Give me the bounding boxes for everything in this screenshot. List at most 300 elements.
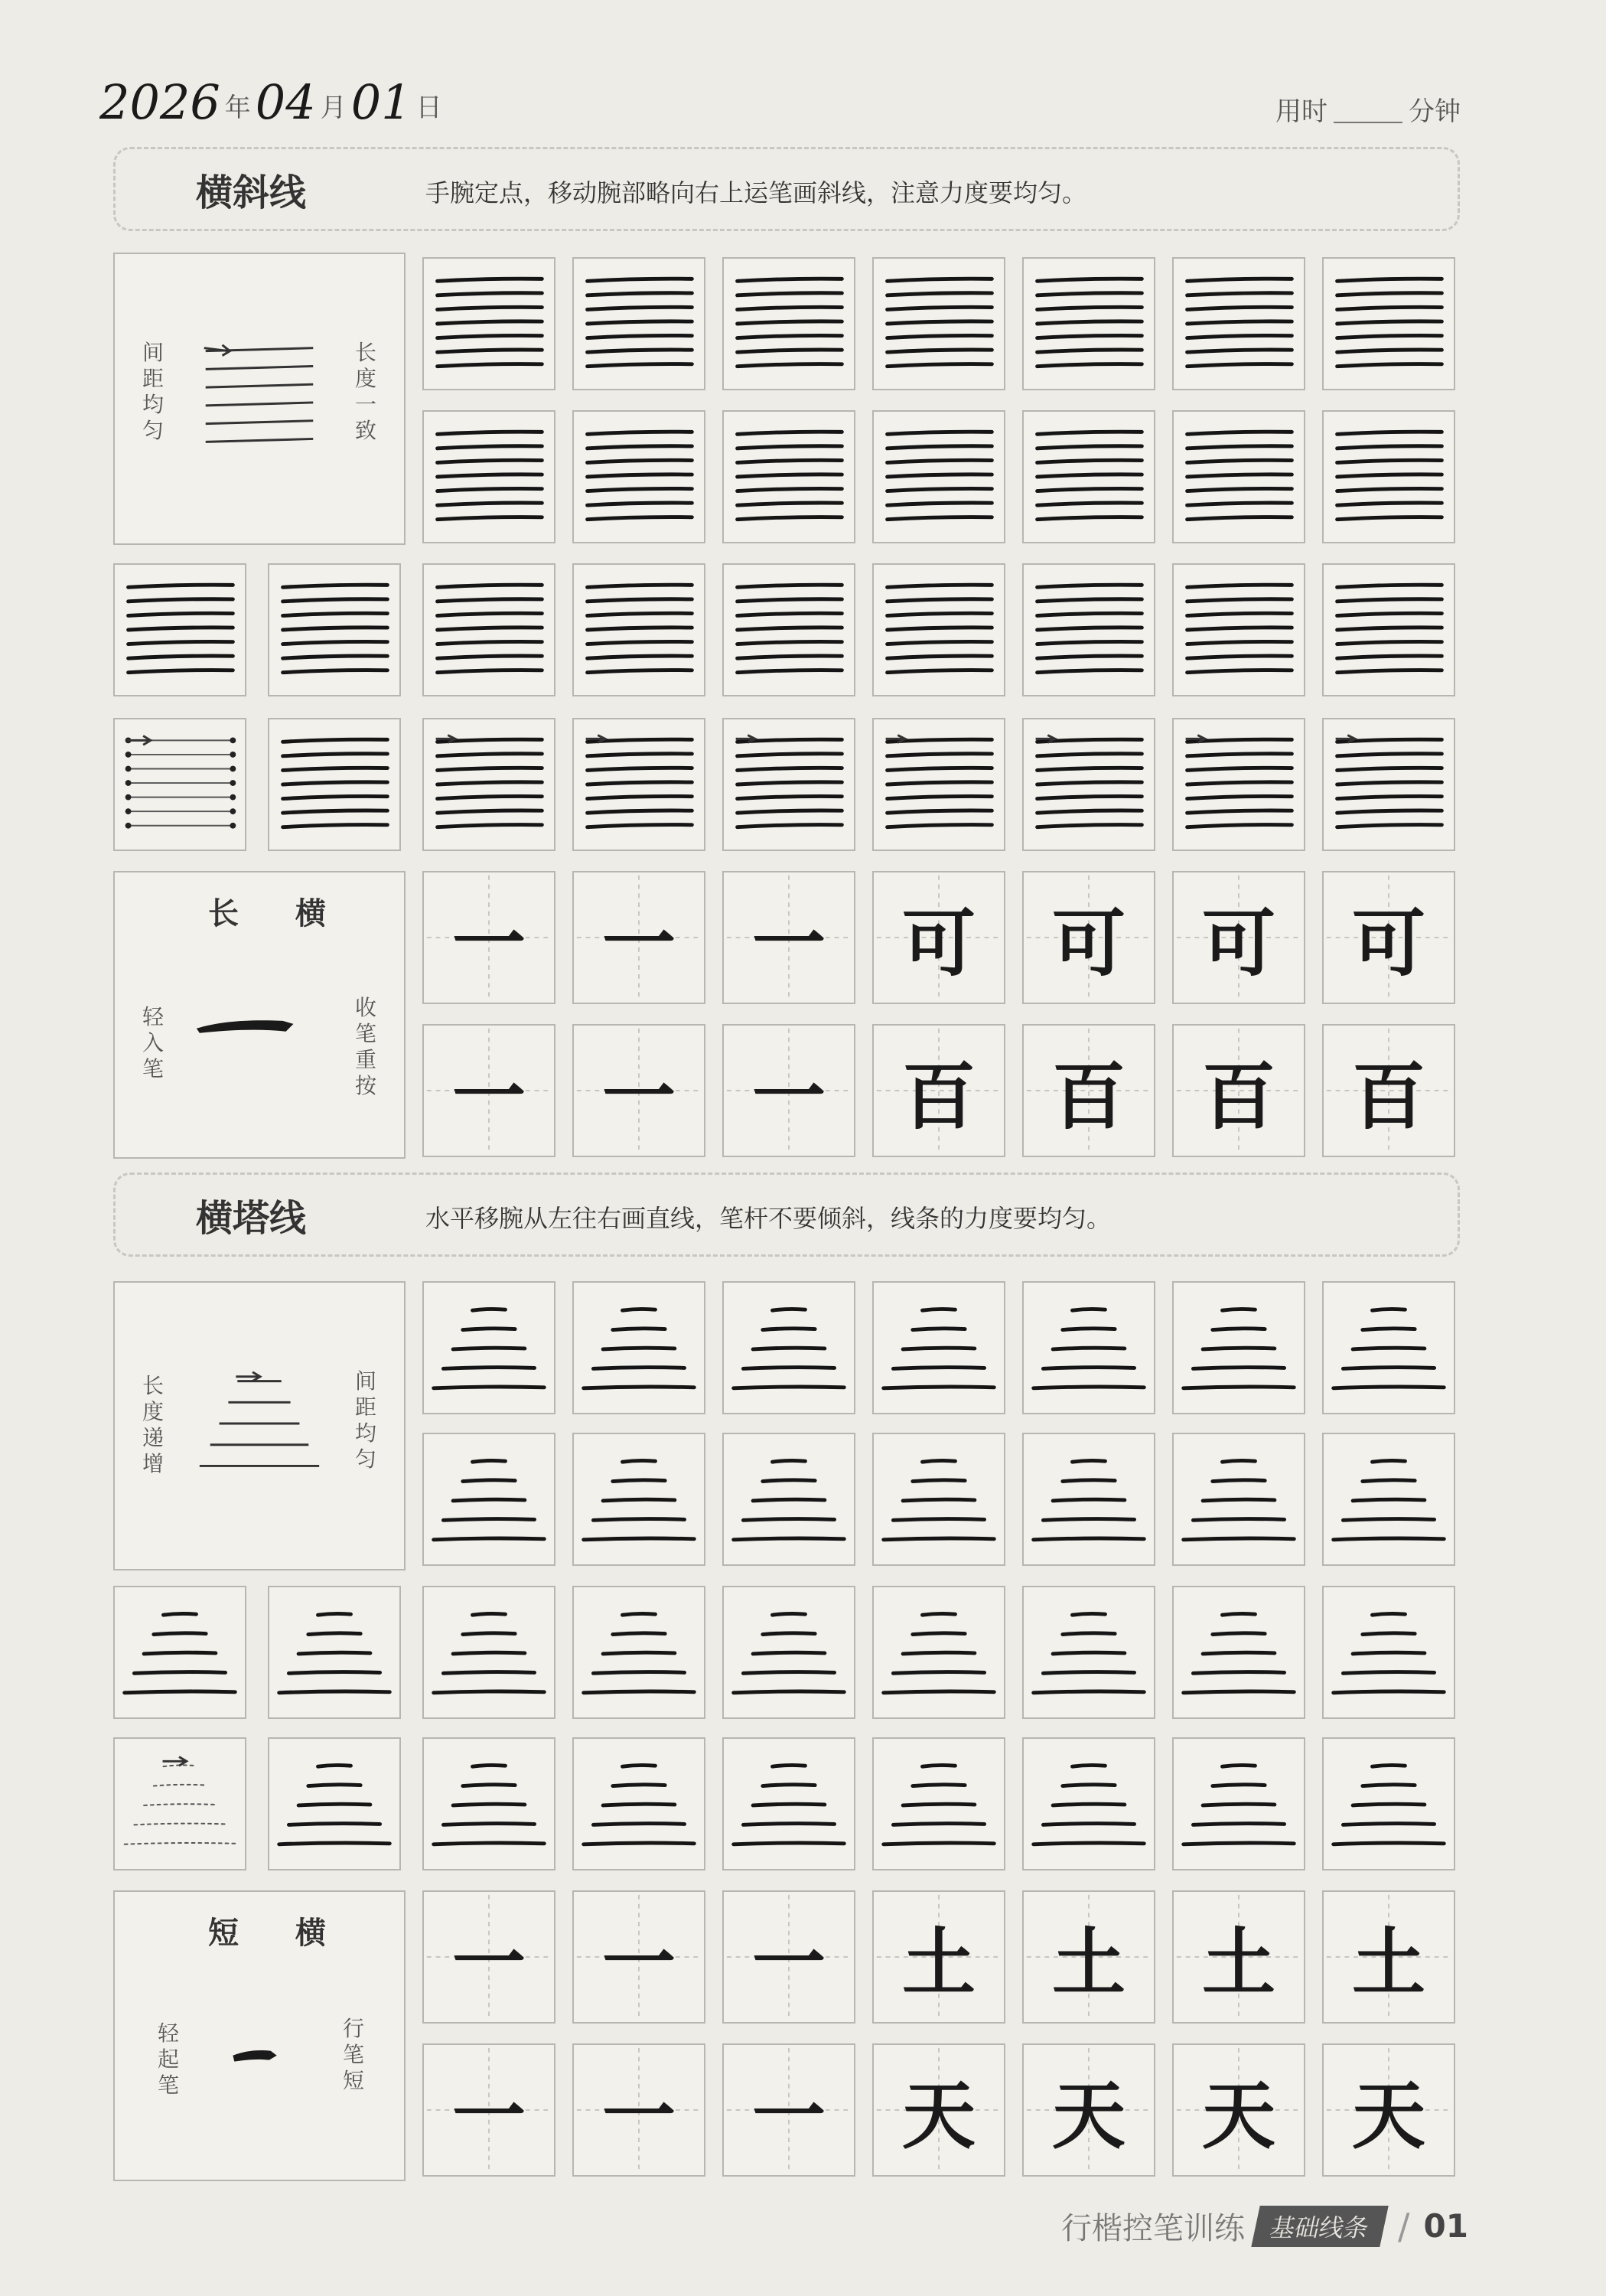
character-cell [1022,871,1155,1004]
practice-line [763,1480,815,1482]
practice-character: 天 [1202,2072,1275,2159]
cell-strokes [269,565,399,695]
guide-dot [230,808,236,814]
practice-line [738,656,842,658]
practice-line [1187,364,1292,367]
practice-line [888,585,992,587]
practice-line [1213,1633,1265,1635]
practice-line [438,293,542,295]
practice-line [1337,585,1442,587]
practice-line [613,1633,665,1635]
practice-line [763,1329,815,1330]
practice-line [1034,1387,1145,1388]
practice-line [588,628,692,630]
practice-line [1038,656,1142,658]
practice-line [888,810,992,813]
cell-strokes [574,1587,704,1717]
cell-strokes [1174,1739,1304,1869]
practice-line [283,754,388,756]
practice-cell [422,1281,555,1414]
practice-cell [1322,1586,1455,1719]
character-cell [1322,1024,1455,1157]
practice-line [1373,1765,1406,1766]
practice-cell [1022,718,1155,851]
stroke-right-label-2: 行笔短 [342,2016,364,2093]
practice-line [888,503,992,505]
practice-line [888,488,992,491]
practice-line [738,796,842,798]
practice-line [129,641,233,644]
practice-line [134,1672,225,1674]
practice-line [903,1348,975,1349]
practice-line [1337,656,1442,658]
cell-strokes [1324,412,1454,542]
day-label: 日 [415,93,442,123]
character-cell [1172,871,1305,1004]
practice-cell [1172,257,1305,390]
guide-dot [230,780,236,786]
practice-line [1337,279,1442,281]
practice-line [738,613,842,615]
practice-cell [1172,718,1305,851]
practice-line [1187,825,1292,827]
practice-cell [872,1586,1005,1719]
practice-line [903,1652,975,1654]
practice-line [1363,1785,1415,1786]
practice-character: 一 [452,1052,526,1140]
practice-line [283,825,388,827]
practice-line [1223,1613,1256,1615]
practice-line [588,656,692,658]
cell-strokes [115,1739,245,1869]
practice-cell [872,563,1005,696]
practice-line [443,1519,534,1521]
practice-line [603,1348,675,1349]
practice-line [1187,613,1292,615]
practice-cell [872,1281,1005,1414]
practice-line [1187,628,1292,630]
practice-line [283,628,388,630]
guide-dot [125,780,132,786]
practice-line [588,293,692,295]
practice-line [584,1387,695,1388]
character-cell [1322,1890,1455,2024]
practice-line [588,613,692,615]
practice-character: 一 [602,2072,676,2159]
practice-line [888,670,992,673]
character-cell [572,2043,705,2177]
practice-line [588,432,692,434]
practice-line [884,1843,995,1844]
practice-cell [1172,1433,1305,1566]
character-cell [1172,2043,1305,2177]
practice-line [283,670,388,673]
cell-strokes [424,259,554,389]
practice-line [738,488,842,491]
practice-line [1038,517,1142,520]
practice-line [893,1368,984,1369]
practice-line [1343,1824,1434,1825]
practice-line [1063,1480,1115,1482]
practice-line [1223,1765,1256,1766]
section-banner-2 [113,1172,1460,1257]
practice-line [888,825,992,827]
practice-line [1337,782,1442,784]
character-cell [422,1890,555,2024]
time-label: 用时 [1275,96,1327,127]
practice-line [129,628,233,630]
practice-line [593,1519,684,1521]
practice-line [438,488,542,491]
practice-cell [1172,563,1305,696]
practice-line [888,279,992,281]
practice-line [438,446,542,448]
demo-right-label-2: 间距均匀 [354,1368,376,1472]
practice-line [888,517,992,520]
practice-line [1337,460,1442,462]
practice-line [588,754,692,756]
practice-line [1043,1519,1134,1521]
practice-line [1337,335,1442,338]
practice-line [588,446,692,448]
character-cell [872,871,1005,1004]
practice-line [1187,475,1292,477]
practice-line [773,1613,806,1615]
character-cell [872,1890,1005,2024]
practice-cell [268,563,401,696]
practice-line [154,1633,206,1635]
practice-cell [872,1433,1005,1566]
practice-line [588,321,692,324]
practice-cell [722,563,855,696]
practice-line [738,460,842,462]
practice-line [1187,810,1292,813]
footer-separator: / [1398,2205,1410,2247]
practice-cell [722,1737,855,1870]
practice-cell [722,1586,855,1719]
practice-line [734,1387,845,1388]
practice-line [773,1460,806,1462]
cell-strokes [1324,1434,1454,1564]
practice-line [738,599,842,602]
practice-line [1187,670,1292,673]
practice-line [738,628,842,630]
practice-line [588,503,692,505]
practice-line [1223,1460,1256,1462]
practice-cell [872,718,1005,851]
practice-line [603,1499,675,1501]
practice-line [1038,488,1142,491]
practice-line [1073,1309,1106,1310]
practice-cell [1172,1586,1305,1719]
practice-character: 天 [1352,2072,1425,2159]
practice-line [1043,1824,1134,1825]
practice-cell [422,718,555,851]
practice-line [453,1499,525,1501]
cell-strokes [1324,1739,1454,1869]
practice-line [588,350,692,352]
practice-cell [268,718,401,851]
cell-strokes [115,565,245,695]
cell-strokes [574,1434,704,1564]
practice-line [743,1672,834,1674]
practice-cell [1322,1433,1455,1566]
practice-line [588,307,692,309]
character-cell [722,2043,855,2177]
practice-cell [872,410,1005,543]
practice-line [1334,1691,1445,1693]
guide-cell [113,718,246,851]
practice-line [1337,488,1442,491]
practice-line [593,1672,684,1674]
practice-line [438,796,542,798]
practice-line [438,517,542,520]
practice-line [588,475,692,477]
practice-line [888,307,992,309]
character-cell [1172,1024,1305,1157]
practice-character: 土 [902,1919,976,2006]
demo-box-slant [113,253,406,545]
practice-character: 百 [1202,1052,1275,1140]
cell-strokes [269,1739,399,1869]
practice-line [298,1652,370,1654]
practice-line [884,1538,995,1540]
practice-line [888,754,992,756]
practice-line [888,321,992,324]
practice-line [1337,475,1442,477]
practice-line [1334,1538,1445,1540]
cell-strokes [574,1283,704,1413]
practice-character: 土 [1352,1919,1425,2006]
practice-line [1187,293,1292,295]
practice-line [1187,754,1292,756]
character-cell [872,2043,1005,2177]
practice-line [1363,1329,1415,1330]
practice-line [1184,1538,1295,1540]
practice-line [1187,350,1292,352]
practice-line [283,739,388,742]
practice-line [1038,321,1142,324]
practice-line [1187,517,1292,520]
cell-strokes [1324,1283,1454,1413]
practice-line [584,1538,695,1540]
practice-line [738,475,842,477]
practice-line [434,1691,545,1693]
cell-strokes [269,719,399,850]
practice-character: 可 [1052,899,1126,987]
practice-cell [1172,1737,1305,1870]
practice-character: 一 [752,2072,826,2159]
practice-line [734,1538,845,1540]
practice-line [753,1348,825,1349]
cell-strokes [115,1587,245,1717]
practice-line [1038,585,1142,587]
practice-line [1063,1633,1115,1635]
guide-dot [230,766,236,772]
practice-line [738,321,842,324]
practice-line [438,279,542,281]
practice-line [738,364,842,367]
practice-line [913,1785,965,1786]
cell-strokes [874,565,1004,695]
practice-line [1043,1672,1134,1674]
cell-strokes [724,719,854,850]
guide-dot [230,752,236,758]
practice-line [1187,599,1292,602]
practice-line [1203,1804,1275,1805]
practice-line [763,1785,815,1786]
practice-line [283,782,388,784]
practice-line [888,446,992,448]
practice-line [584,1843,695,1844]
practice-line [1187,656,1292,658]
demo-left-label-1: 间距均匀 [142,340,164,443]
cell-strokes [874,1739,1004,1869]
practice-line [738,825,842,827]
practice-cell [872,257,1005,390]
practice-line [738,641,842,644]
practice-line [473,1765,506,1766]
practice-line [888,613,992,615]
practice-line [588,599,692,602]
cell-strokes [724,565,854,695]
practice-line [1038,810,1142,813]
cell-strokes [1324,259,1454,389]
practice-character: 一 [452,2072,526,2159]
character-cell [1322,871,1455,1004]
practice-line [588,335,692,338]
practice-line [129,585,233,587]
practice-character: 天 [902,2072,976,2159]
section-instruction-2: 水平移腕从左往右画直线，笔杆不要倾斜，线条的力度要均匀。 [425,1204,1112,1233]
practice-line [1203,1348,1275,1349]
cell-strokes [1174,719,1304,850]
practice-cell [572,1281,705,1414]
practice-line [734,1843,845,1844]
practice-line [1038,754,1142,756]
practice-line [753,1804,825,1805]
practice-line [773,1309,806,1310]
practice-line [1038,782,1142,784]
practice-line [1337,307,1442,309]
practice-line [438,475,542,477]
cell-strokes [574,719,704,850]
practice-line [438,754,542,756]
practice-line [1337,364,1442,367]
practice-line [438,585,542,587]
practice-line [1187,768,1292,770]
practice-line [1373,1460,1406,1462]
practice-line [288,1824,380,1825]
cell-strokes [724,412,854,542]
practice-line [1038,460,1142,462]
character-cell [572,871,705,1004]
practice-line [438,432,542,434]
practice-line [1038,335,1142,338]
cell-strokes [424,1434,554,1564]
practice-cell [1322,410,1455,543]
stroke-demo-svg-2 [115,1892,404,2180]
practice-line [1193,1519,1284,1521]
date-field [99,61,447,130]
practice-line [588,517,692,520]
character-cell [722,1024,855,1157]
guide-dot [125,794,132,801]
practice-line [318,1613,351,1615]
character-cell [1022,2043,1155,2177]
practice-line [893,1519,984,1521]
cell-strokes [874,259,1004,389]
practice-line [434,1538,545,1540]
practice-cell [1022,563,1155,696]
practice-character: 百 [1052,1052,1126,1140]
practice-line [888,364,992,367]
cell-strokes [724,1739,854,1869]
practice-line [903,1499,975,1501]
practice-line [443,1672,534,1674]
stroke-right-label-1: 收笔重按 [354,995,376,1098]
practice-line [298,1804,370,1805]
practice-line [1038,628,1142,630]
practice-line [129,613,233,615]
practice-line [888,293,992,295]
practice-line [888,768,992,770]
practice-character: 百 [1352,1052,1425,1140]
practice-cell [722,257,855,390]
practice-line [888,460,992,462]
practice-line [1038,825,1142,827]
guide-dot [125,752,132,758]
cell-strokes [1024,412,1154,542]
practice-line [734,1691,845,1693]
character-cell [572,1024,705,1157]
practice-line [1193,1824,1284,1825]
practice-line [438,503,542,505]
practice-line [1337,599,1442,602]
cell-strokes [115,719,245,850]
practice-character: 土 [1202,1919,1275,2006]
cell-strokes [1324,1587,1454,1717]
practice-line [763,1633,815,1635]
practice-cell [113,563,246,696]
practice-line [888,656,992,658]
practice-line [1363,1633,1415,1635]
practice-line [279,1843,390,1844]
practice-line [1073,1765,1106,1766]
practice-line [738,517,842,520]
practice-line [1337,613,1442,615]
practice-line [888,350,992,352]
time-field [1275,90,1461,128]
practice-character: 一 [602,1052,676,1140]
practice-line [1343,1368,1434,1369]
character-cell [1022,1890,1155,2024]
cell-strokes [1024,259,1154,389]
cell-strokes [1174,1434,1304,1564]
practice-line [1193,1672,1284,1674]
cell-strokes [1174,259,1304,389]
practice-line [443,1824,534,1825]
practice-character: 一 [452,899,526,987]
practice-cell [113,1586,246,1719]
practice-line [283,796,388,798]
practice-character: 可 [902,899,976,987]
minute-label: 分钟 [1409,96,1461,127]
practice-line [584,1691,695,1693]
cell-strokes [874,719,1004,850]
practice-line [1034,1843,1145,1844]
guide-dot [125,823,132,829]
